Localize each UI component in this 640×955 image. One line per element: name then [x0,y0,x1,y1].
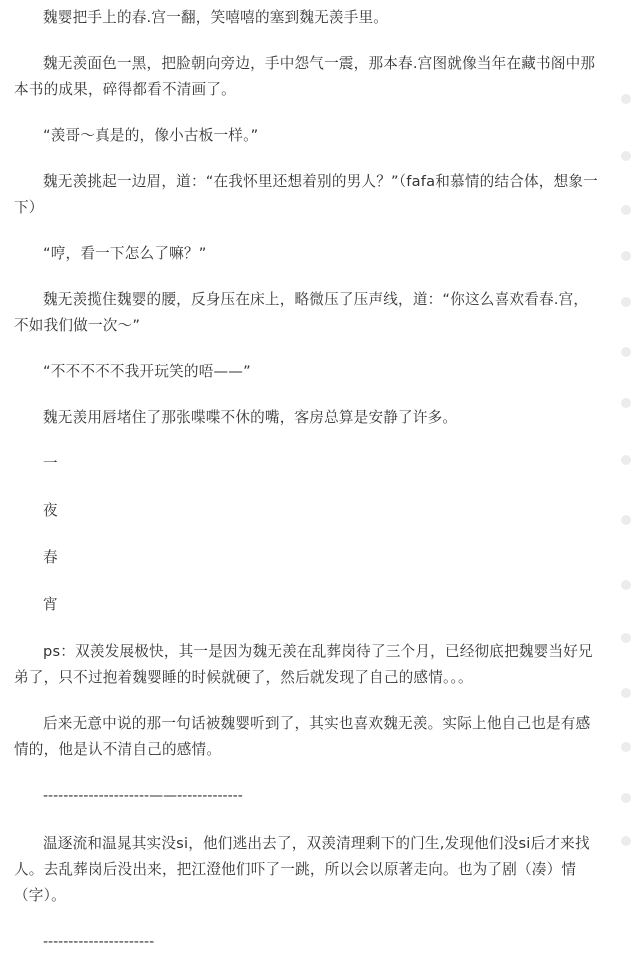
scroll-dot-icon [621,297,631,307]
scroll-dot-icon [621,151,631,161]
scroll-indicator[interactable] [621,0,633,853]
scroll-dot-icon [621,515,631,525]
paragraph: “哼，看一下怎么了嘛？” [43,245,207,262]
author-note-paragraph: ps：双羡发展极快，其一是因为魏无羡在乱葬岗待了三个月，已经彻底把魏婴当好兄弟了，只不过抱着魏婴睡的时候就硬了，然后就发现了自己的感情。。。 [14,643,593,686]
paragraph: 魏无羡揽住魏婴的腰，反身压在床上，略微压了压声线，道：“你这么喜欢看春.宫，不如我们做一次～” [14,291,589,334]
scroll-dot-icon [621,251,631,261]
single-char-line: 春 [43,549,58,566]
author-note-paragraph: 温逐流和温晁其实没si，他们逃出去了，双羡清理剩下的门生,发现他们没si后才来找人。去乱葬岗后没出来，把江澄他们吓了一跳，所以会以原著走向。也为了剧（凑）情（字）。 [14,835,590,904]
paragraph: “羡哥～真是的，像小古板一样。” [43,127,259,144]
paragraph: “不不不不不我开玩笑的唔——” [43,363,251,380]
scroll-dot-icon [621,455,631,465]
scroll-dot-icon [621,398,631,408]
scroll-dot-icon [621,94,631,104]
paragraph: 魏无羡面色一黑，把脸朝向旁边，手中怨气一震，那本春.宫图就像当年在藏书阁中那本书的成果，碎得都看不清画了。 [14,55,596,98]
scroll-dot-icon [621,836,631,846]
divider-line: ---------------------- [43,934,155,950]
paragraph: 魏婴把手上的春.宫一翻，笑嘻嘻的塞到魏无羡手里。 [43,9,389,26]
single-char-line: 一 [43,455,58,472]
scroll-dot-icon [621,347,631,357]
single-char-line: 夜 [43,502,58,519]
scroll-dot-icon [621,742,631,752]
paragraph: 魏无羡用唇堵住了那张喋喋不休的嘴，客房总算是安静了许多。 [43,409,458,426]
scroll-dot-icon [621,580,631,590]
scroll-dot-icon [621,793,631,803]
single-char-line: 宵 [43,596,58,613]
scroll-dot-icon [621,688,631,698]
paragraph: 魏无羡挑起一边眉，道：“在我怀里还想着别的男人？”（fafa和慕情的结合体，想象一下） [14,173,598,216]
author-note-paragraph: 后来无意中说的那一句话被魏婴听到了，其实也喜欢魏无羡。实际上他自己也是有感情的，他是认不清自己的感情。 [14,715,591,758]
divider-line: ---------------------——------------- [43,788,243,804]
scroll-dot-icon [621,205,631,215]
scroll-dot-icon [621,633,631,643]
